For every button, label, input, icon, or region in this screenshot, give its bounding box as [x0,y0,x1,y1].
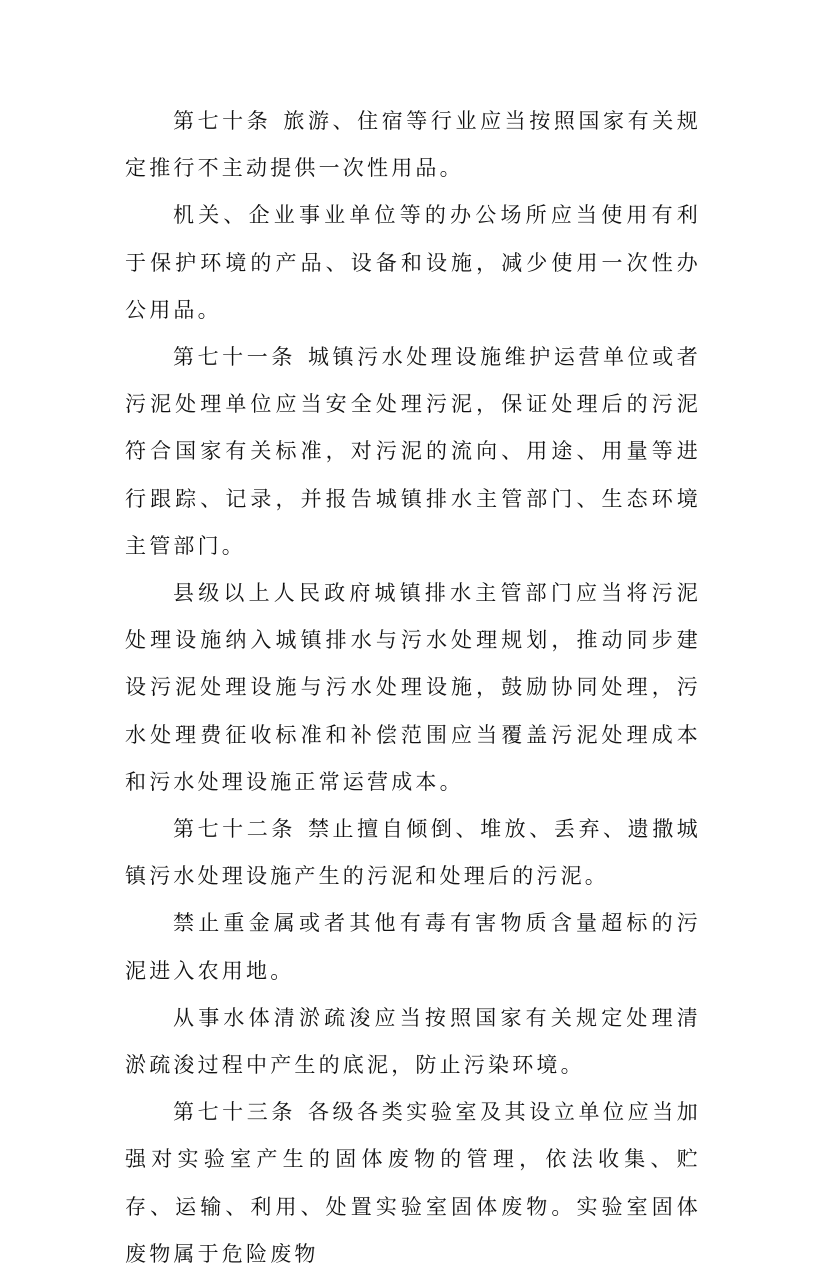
document-body [125,98,701,1278]
article-73-heading: 第七十三条 [173,1100,296,1125]
article-73-paragraph [125,1089,701,1278]
article-71-heading: 第七十一条 [173,345,296,370]
article-72-text: 禁止擅自倾倒、堆放、丢弃、遗撒城镇污水处理设施产生的污泥和处理后的污泥。 [125,817,701,889]
article-70-paragraph-2 [125,192,701,334]
article-71-paragraph [125,334,701,570]
article-72-heading: 第七十二条 [173,817,296,842]
article-70-heading: 第七十条 [173,109,272,133]
article-70-text: 旅游、住宿等行业应当按照国家有关规定推行不主动提供一次性用品。 [125,109,701,181]
article-73-text: 各级各类实验室及其设立单位应当加强对实验室产生的固体废物的管理，依法收集、贮存、运输、利用、处置实验室固体废物。实验室固体废物属于危险废物 [125,1100,701,1266]
article-70-text-2: 机关、企业事业单位等的办公场所应当使用有利于保护环境的产品、设备和设施，减少使用一次性办公用品。 [125,203,701,322]
article-71-text-2: 县级以上人民政府城镇排水主管部门应当将污泥处理设施纳入城镇排水与污水处理规划，推动同步建设污泥处理设施与污水处理设施，鼓励协同处理，污水处理费征收标准和补偿范围应当覆盖污泥处理成本和污水处理设施正常运营成本。 [125,581,701,794]
article-71-text: 城镇污水处理设施维护运营单位或者污泥处理单位应当安全处理污泥，保证处理后的污泥符合国家有关标准，对污泥的流向、用途、用量等进行跟踪、记录，并报告城镇排水主管部门、生态环境主管部门。 [125,345,701,558]
article-72-paragraph-2 [125,900,701,994]
article-72-text-3: 从事水体清淤疏浚应当按照国家有关规定处理清淤疏浚过程中产生的底泥，防止污染环境。 [125,1005,701,1078]
article-72-paragraph [125,806,701,900]
article-70-paragraph [125,98,701,192]
article-72-paragraph-3 [125,995,701,1089]
article-71-paragraph-2 [125,570,701,806]
article-72-text-2: 禁止重金属或者其他有毒有害物质含量超标的污泥进入农用地。 [125,911,701,983]
